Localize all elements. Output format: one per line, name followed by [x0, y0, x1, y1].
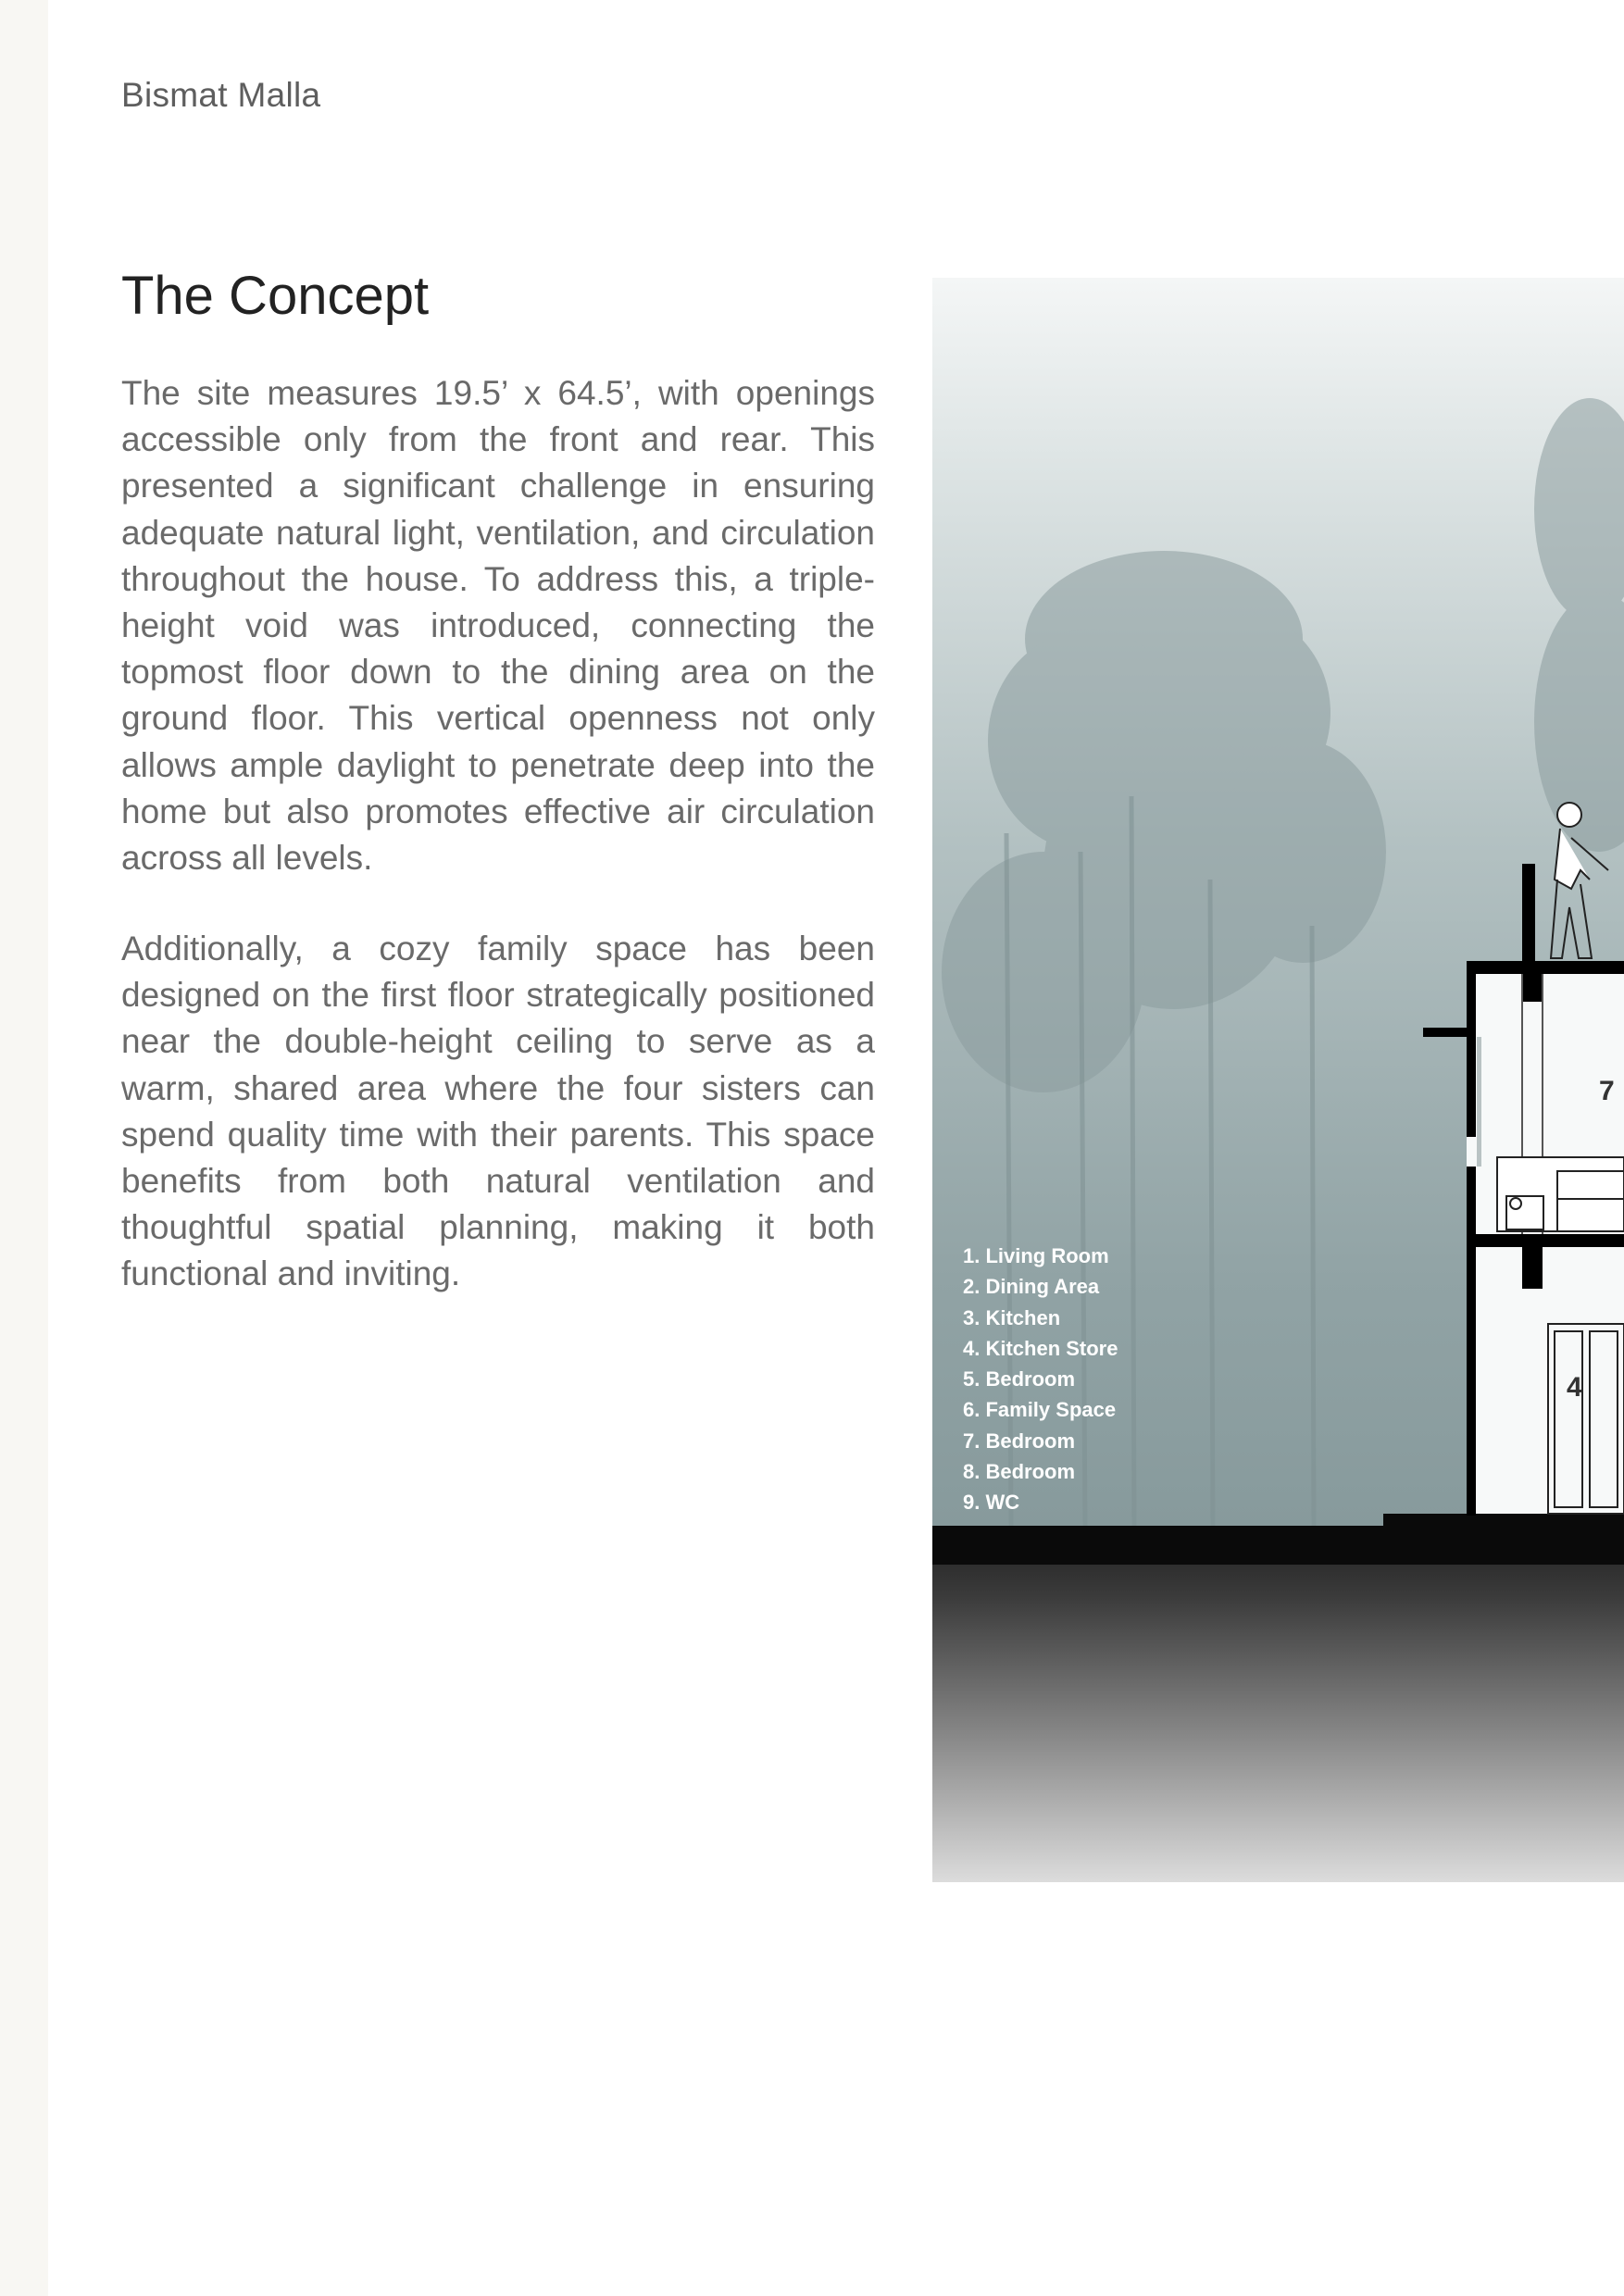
legend-item: 1. Living Room: [963, 1244, 1109, 1267]
legend-item: 7. Bedroom: [963, 1429, 1076, 1453]
legend-item: 2. Dining Area: [963, 1275, 1100, 1299]
legend-item: 3. Kitchen: [963, 1305, 1061, 1329]
ground-slab: [932, 1526, 1624, 1565]
legend-item: 9. WC: [963, 1491, 1020, 1515]
legend-item: 4. Kitchen Store: [963, 1336, 1118, 1360]
concept-paragraph-1: The site measures 19.5’ x 64.5’, with openings accessible only from the front and rear. This presented a significant challenge in ensuring adequate natural light, ventilation, and circulation throughout the house. To address this, a triple-height void was introduced, connecting the topmost floor down to the dining area on the ground floor. This vertical openness not only allows ample daylight to penetrate deep into the home but also promotes effective air circulation across all levels.: [121, 374, 875, 878]
legend-item: 6. Family Space: [963, 1398, 1117, 1422]
ground: [932, 1528, 1624, 1882]
section-drawing: [932, 278, 1624, 1882]
author-name: Bismat Malla: [121, 76, 321, 114]
room-legend: [963, 1241, 1118, 1518]
legend-item: 8. Bedroom: [963, 1460, 1076, 1484]
section-illustration: [932, 278, 1624, 1882]
left-margin-strip: [0, 0, 48, 2296]
legend-item: 5. Bedroom: [963, 1367, 1076, 1391]
page-title: The Concept: [121, 266, 430, 326]
room-label-4: 4: [1567, 1372, 1582, 1403]
concept-paragraph-2: Additionally, a cozy family space has been designed on the first floor strategically positioned near the double-height ceiling to serve as a warm, shared area where the four sisters can spend quality time with their parents. This space benefits from both natural ventilation and thoughtful spatial planning, making it both functional and inviting.: [121, 930, 875, 1293]
room-label-7: 7: [1599, 1076, 1615, 1106]
